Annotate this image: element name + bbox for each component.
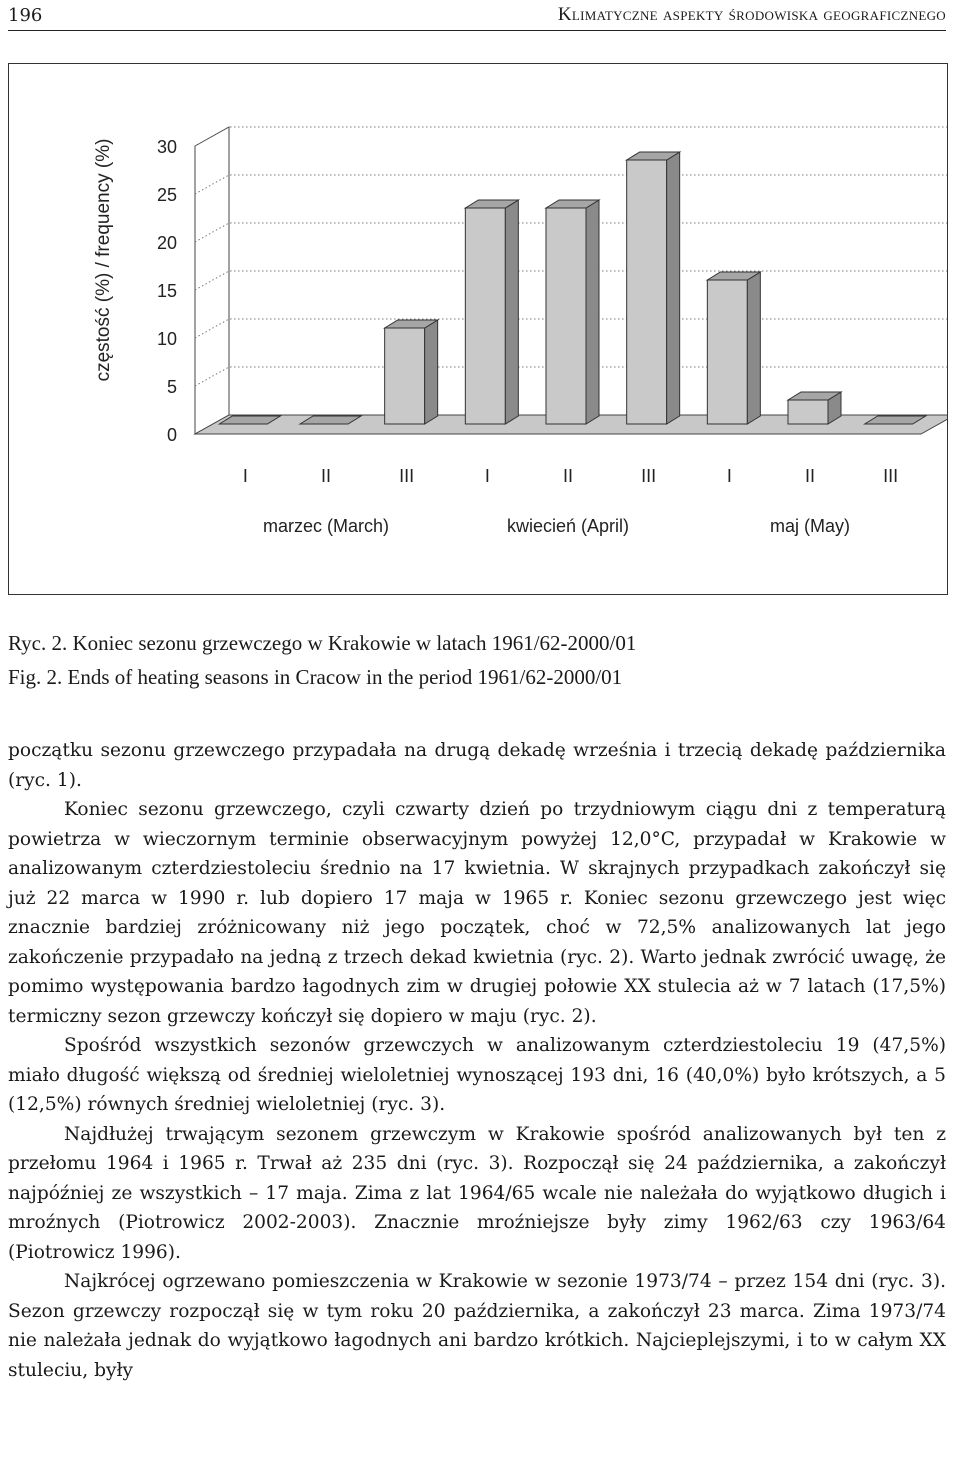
bar [627,152,680,424]
gridline [195,127,947,146]
paragraph: Koniec sezonu grzewczego, czyli czwarty dzień po trzydniowym ciągu dni z temperaturą powietrza w wieczornym terminie obserwacyjnym powyżej 12,0°C, przypadał w Krakowie w analizowanym czterdziestoleciu średnio na 17 kwietnia. W skrajnych przypadkach zakończył się już 22 marca w 1990 r. lub dopiero 17 maja w 1965 r. Koniec sezonu grzewczego jest więc znacznie bardziej zróżnicowany niż jego początek, choć w 72,5% analizowanych lat jego zakończenie przypadało na jedną z trzech dekad kwietnia (ryc. 2). Warto jednak zwrócić uwagę, że pomimo występowania bardzo łagodnych zim w drugiej połowie XX stulecia aż w 7 latach (17,5%) termiczny sezon grzewczy kończył się dopiero w maju (ryc. 2). [8,799,946,1027]
x-group-label: maj (May) [770,516,850,536]
chart-side-wall [195,127,229,434]
bar [465,200,518,424]
bar [788,392,841,424]
gridline [195,175,947,194]
x-tick-label: II [320,466,332,486]
y-tick-label: 25 [156,185,177,205]
x-tick-label: II [804,466,816,486]
x-tick-label: III [883,466,899,486]
y-axis-label: częstość (%) / frequency (%) [93,138,114,382]
y-tick-label: 0 [166,425,177,445]
y-tick-label: 15 [156,281,177,301]
page-number: 196 [8,4,43,26]
page-header [8,0,946,31]
x-group-label: marzec (March) [262,516,390,536]
x-tick-label: I [484,466,490,486]
y-tick-label: 30 [156,137,177,157]
x-tick-label: III [399,466,415,486]
body-text [8,736,946,1385]
bar [546,200,599,424]
caption-polish: Ryc. 2. Koniec sezonu grzewczego w Krakowie w latach 1961/62-2000/01 [8,631,637,655]
paragraph: Najkrócej ogrzewano pomieszczenia w Krakowie w sezonie 1973/74 – przez 154 dni (ryc. 3). Sezon grzewczy rozpoczął się w tym roku 20 października, a zakończył 23 marca. Zima 1973/74 nie należała jednak do wyjątkowo łagodnych ani bardzo krótkich. Najcieplejszymi, i to w całym XX stuleciu, były [8,1271,946,1381]
caption-english: Fig. 2. Ends of heating seasons in Cracow in the period 1961/62-2000/01 [8,665,623,689]
bar [707,272,760,424]
x-tick-label: I [726,466,732,486]
x-tick-label: II [562,466,574,486]
paragraph: Najdłużej trwającym sezonem grzewczym w Krakowie spośród analizowanych był ten z przełomu 1964 i 1965 r. Trwał aż 235 dni (ryc. 3). Rozpoczął się 24 października, a zakończył najpóźniej ze wszystkich – 17 maja. Zima z lat 1964/65 wcale nie należała do wyjątkowo długich i mroźnych (Piotrowicz 2002-2003). Znacznie mroźniejsze były zimy 1962/63 czy 1963/64 (Piotrowicz 1996). [8,1123,946,1263]
bar-chart [9,64,947,594]
x-tick-label: III [641,466,657,486]
y-tick-label: 10 [156,329,177,349]
y-tick-label: 5 [166,377,177,397]
bar [385,320,438,424]
figure-caption [8,626,948,694]
y-tick-label: 20 [156,233,177,253]
figure-2 [8,63,948,595]
x-tick-label: I [242,466,248,486]
paragraph: Spośród wszystkich sezonów grzewczych w analizowanym czterdziestoleciu 19 (47,5%) miało długość większą od średniej wieloletniej wynoszącej 193 dni, 16 (40,0%) było krótszych, a 5 (12,5%) równych średniej wieloletniej (ryc. 3). [8,1035,946,1115]
paragraph: początku sezonu grzewczego przypadała na drugą dekadę września i trzecią dekadę października (ryc. 1). [8,740,946,791]
x-group-label: kwiecień (April) [506,516,630,536]
running-title: Klimatyczne aspekty środowiska geograficznego [557,4,946,25]
